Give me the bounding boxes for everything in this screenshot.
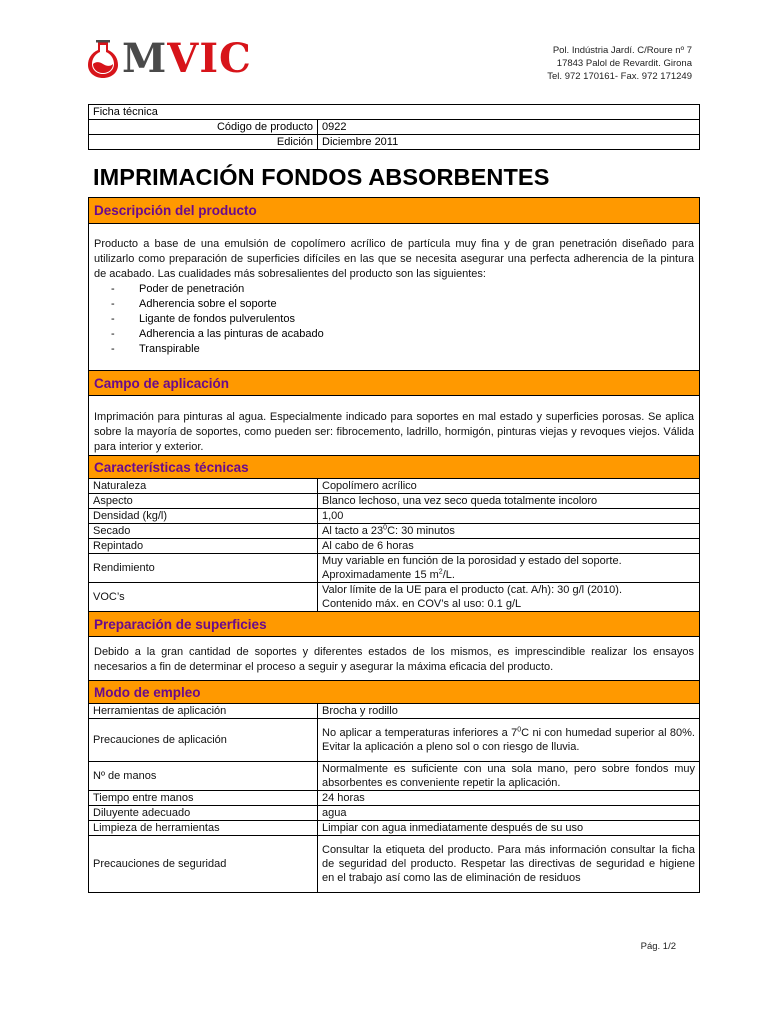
table-row — [89, 539, 699, 554]
row-label: Nº de manos — [89, 762, 318, 791]
row-value: Muy variable en función de la porosidad y estado del soporte. Aproximadamente 15 $m^2/L$. — [318, 554, 700, 583]
list-item: - Poder de penetración — [111, 282, 699, 297]
address-line: Tel. 972 170161- Fax. 972 171249 — [547, 71, 692, 82]
row-label: Rendimiento — [89, 554, 318, 583]
ficha-title: Ficha técnica — [89, 105, 700, 120]
row-label: Aspecto — [89, 494, 318, 509]
preparacion-text: Debido a la gran cantidad de soportes y diferentes estados de los mismos, es imprescindible realizar los ensayos necesarios a fin de determinar el proceso a seguir y asegurar la máxima eficacia del producto. — [94, 646, 694, 673]
row-value: 24 horas — [318, 791, 700, 806]
row-label: Diluyente adecuado — [89, 806, 318, 821]
row-value: Copolímero acrílico — [322, 480, 417, 492]
address-line: Pol. Indústria Jardí. C/Roure nº 7 — [552, 45, 692, 56]
row-label: Secado — [89, 524, 318, 539]
row-value: Brocha y rodillo — [322, 705, 398, 717]
codigo-label: Código de producto — [89, 120, 318, 135]
section-heading-caracteristicas: Características técnicas — [89, 455, 699, 479]
section-heading-modo: Modo de empleo — [89, 680, 699, 704]
row-value: Consultar la etiqueta del producto. Para más información consultar la ficha de seguridad del producto. Respetar las directivas de seguridad e higiene en el trabajo así como las de eliminación de residuos — [318, 836, 700, 893]
list-item: - Transpirable — [111, 342, 699, 357]
row-value: Al cabo de 6 horas — [318, 539, 700, 554]
row-label: Naturaleza — [89, 479, 318, 494]
row-label: Tiempo entre manos — [89, 791, 318, 806]
address-line: 17843 Palol de Revardit. Girona — [556, 58, 692, 69]
company-address — [547, 44, 692, 83]
section-heading-descripcion: Descripción del producto — [89, 198, 699, 224]
list-item: - Adherencia a las pinturas de acabado — [111, 327, 699, 342]
row-label: Precauciones de seguridad — [89, 836, 318, 893]
campo-text: Imprimación para pinturas al agua. Especialmente indicado para soportes en mal estado y superficies porosas. Se aplica sobre la mayoría de soportes, como pueden ser: fibrocemento, ladrillo, hormigón, pinturas viejas y revoques viejos. Válida para interior y exterior. — [94, 411, 694, 453]
page-number: Pág. 1/2 — [640, 941, 676, 952]
list-item: - Ligante de fondos pulverulentos — [111, 312, 699, 327]
qualities-list — [89, 282, 699, 357]
row-value: Valor límite de la UE para el producto (cat. A/h): 30 g/l (2010). Contenido máx. en COV’s al uso: 0.1 g/L — [318, 583, 700, 612]
table-row — [89, 509, 699, 524]
table-row — [89, 836, 699, 893]
row-value: Normalmente es suficiente con una sola mano, pero sobre fondos muy absorbentes es conveniente repetir la aplicación. — [318, 762, 700, 791]
edicion-value: Diciembre 2011 — [318, 135, 700, 150]
table-row — [89, 583, 699, 612]
row-label: Densidad (kg/l) — [89, 509, 318, 524]
caracteristicas-table — [89, 479, 699, 611]
section-heading-campo: Campo de aplicación — [89, 370, 699, 396]
table-row — [89, 704, 699, 719]
list-item: - Adherencia sobre el soporte — [111, 297, 699, 312]
table-row — [89, 821, 699, 836]
row-value: 1,00 — [318, 509, 700, 524]
company-logo — [88, 35, 252, 82]
table-row — [89, 806, 699, 821]
table-row — [89, 762, 699, 791]
table-row — [89, 494, 699, 509]
ficha-tecnica-table — [88, 104, 700, 150]
row-value: No aplicar a temperaturas inferiores a $7^0C$ ni con humedad superior al 80%. Evitar la aplicación a pleno sol o con riesgo de lluvia. — [318, 719, 700, 762]
section-heading-preparacion: Preparación de superficies — [89, 611, 699, 637]
row-label: Repintado — [89, 539, 318, 554]
row-label: Herramientas de aplicación — [89, 704, 318, 719]
product-title: IMPRIMACIÓN FONDOS ABSORBENTES — [93, 164, 550, 190]
datasheet-body — [88, 197, 700, 893]
descripcion-text: Producto a base de una emulsión de copolímero acrílico de partícula muy fina y de gran penetración diseñado para utilizarlo como preparación de superficies difíciles en las que se necesita asegurar una perfecta adherencia de la pintura de acabado. Las cualidades más sobresalientes del producto son las siguientes: — [94, 238, 694, 280]
table-row — [89, 791, 699, 806]
row-label: VOC’s — [89, 583, 318, 612]
row-value: Al tacto a $23^0C$: 30 minutos — [318, 524, 700, 539]
edicion-label: Edición — [89, 135, 318, 150]
table-row — [89, 524, 699, 539]
modo-empleo-table — [89, 704, 699, 892]
row-label: Precauciones de aplicación — [89, 719, 318, 762]
row-value: Limpiar con agua inmediatamente después de su uso — [318, 821, 700, 836]
flask-logo-icon — [88, 39, 118, 79]
row-value: agua — [318, 806, 700, 821]
row-value: Blanco lechoso, una vez seco queda totalmente incoloro — [318, 494, 700, 509]
table-row — [89, 479, 699, 494]
codigo-value: 0922 — [318, 120, 700, 135]
table-row — [89, 719, 699, 762]
table-row — [89, 554, 699, 583]
logo-wordmark: MVIC — [122, 35, 252, 82]
row-label: Limpieza de herramientas — [89, 821, 318, 836]
